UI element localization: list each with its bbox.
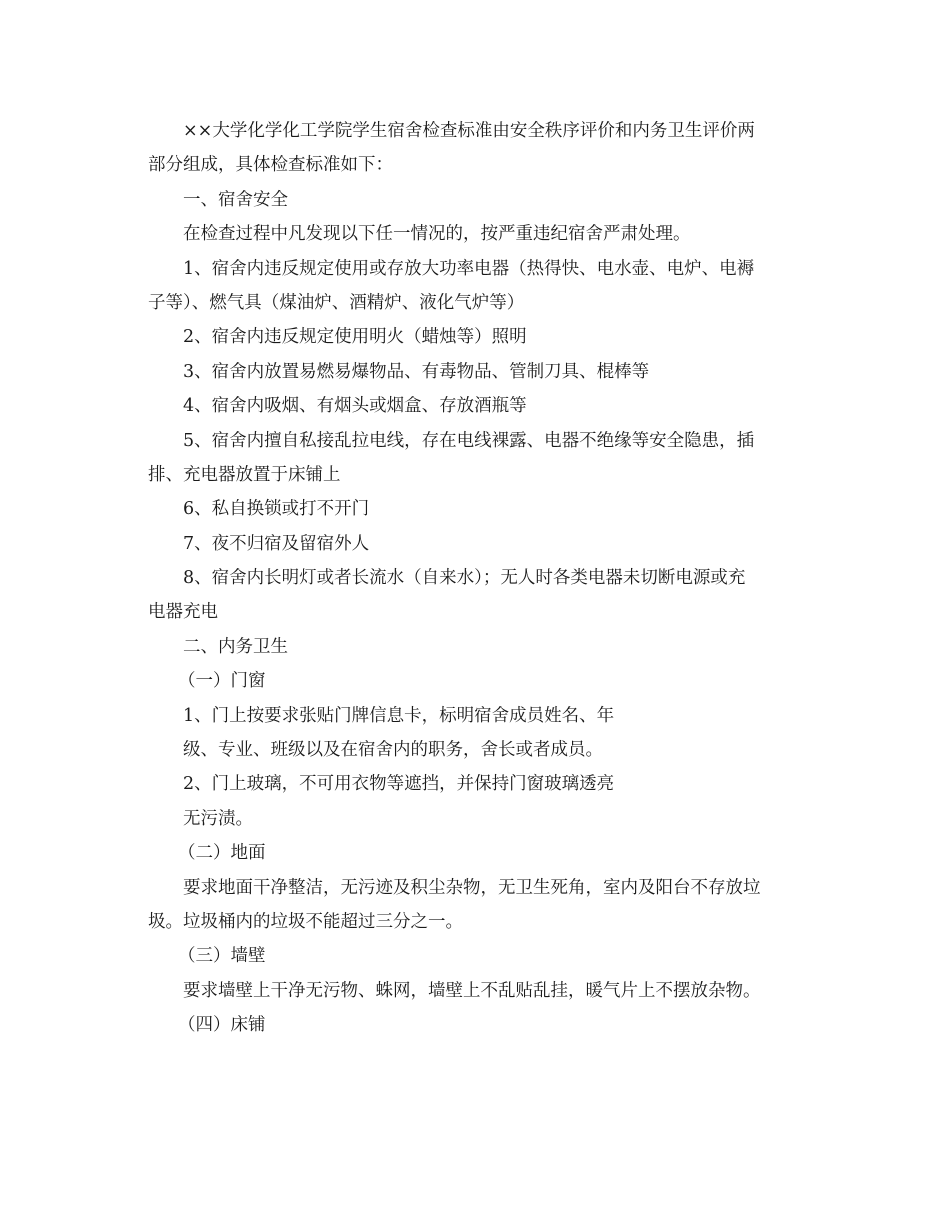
text-line: 5、宿舍内擅自私接乱拉电线，存在电线裸露、电器不绝缘等安全隐患，插 — [183, 430, 755, 451]
text-line: 6、私自换锁或打不开门 — [183, 499, 370, 520]
text-line: （三）墙壁 — [178, 946, 266, 967]
text-line: 2、门上玻璃，不可用衣物等遮挡，并保持门窗玻璃透亮 — [183, 774, 615, 795]
text-line: 电器充电 — [148, 602, 218, 623]
text-line: 圾。垃圾桶内的垃圾不能超过三分之一。 — [148, 911, 463, 932]
text-line: 一、宿舍安全 — [183, 189, 288, 210]
text-line: 8、宿舍内长明灯或者长流水（自来水）；无人时各类电器未切断电源或充 — [183, 568, 746, 589]
text-line: 1、宿舍内违反规定使用或存放大功率电器（热得快、电水壶、电炉、电褥 — [183, 258, 755, 279]
text-line: 二、内务卫生 — [183, 636, 288, 657]
text-line: 7、夜不归宿及留宿外人 — [183, 533, 370, 554]
text-line: 1、门上按要求张贴门牌信息卡，标明宿舍成员姓名、年 — [183, 705, 615, 726]
text-line: 无污渍。 — [183, 808, 253, 829]
text-line: 4、宿舍内吸烟、有烟头或烟盒、存放酒瓶等 — [183, 396, 527, 417]
text-line: ××大学化学化工学院学生宿舍检查标准由安全秩序评价和内务卫生评价两 — [183, 121, 755, 141]
text-line: 排、充电器放置于床铺上 — [148, 464, 341, 485]
text-line: （二）地面 — [178, 843, 266, 864]
text-line: 在检查过程中凡发现以下任一情况的，按严重违纪宿舍严肃处理。 — [183, 224, 691, 245]
text-line: （四）床铺 — [178, 1015, 266, 1036]
text-line: 部分组成，具体检查标准如下： — [148, 155, 393, 176]
text-line: 级、专业、班级以及在宿舍内的职务，舍长或者成员。 — [183, 740, 603, 761]
text-line: 要求墙壁上干净无污物、蛛网，墙壁上不乱贴乱挂，暖气片上不摆放杂物。 — [183, 980, 761, 1001]
text-line: 要求地面干净整洁，无污迹及积尘杂物，无卫生死角，室内及阳台不存放垃 — [183, 877, 761, 898]
text-line: （一）门窗 — [178, 671, 266, 692]
text-line: 子等）、燃气具（煤油炉、酒精炉、液化气炉等） — [148, 292, 525, 313]
document-body — [148, 114, 808, 1043]
text-line: 2、宿舍内违反规定使用明火（蜡烛等）照明 — [183, 327, 527, 348]
text-line: 3、宿舍内放置易燃易爆物品、有毒物品、管制刀具、棍棒等 — [183, 361, 650, 382]
